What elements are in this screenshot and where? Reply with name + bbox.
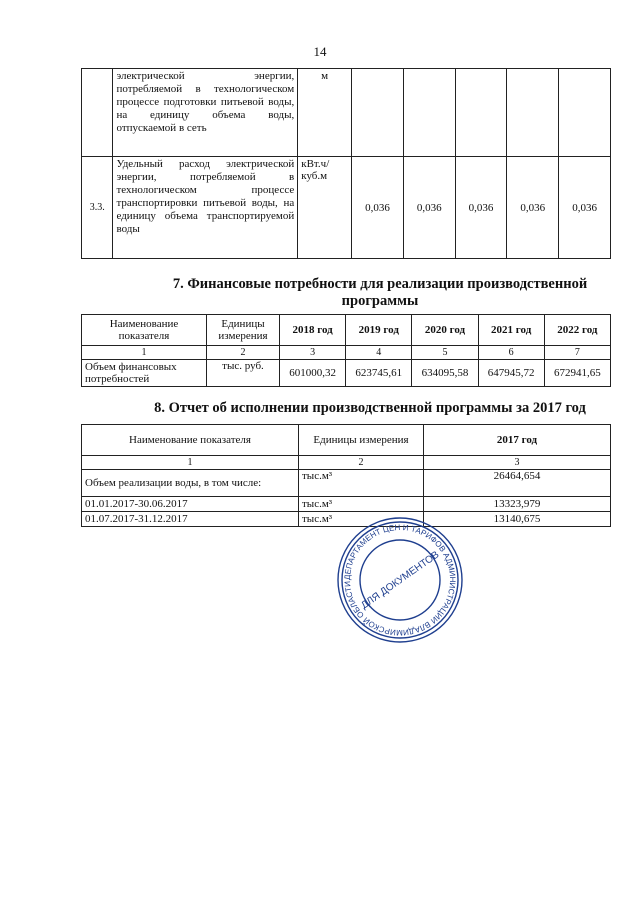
value-cell: 623745,61 bbox=[346, 360, 412, 387]
index-row bbox=[82, 346, 611, 360]
indicators-table-continued bbox=[81, 68, 611, 259]
value-cell bbox=[507, 69, 559, 157]
index-row bbox=[82, 456, 611, 470]
column-header: 2020 год bbox=[412, 315, 478, 346]
table-row bbox=[82, 497, 611, 512]
indicator-name: электрической энергии, потребляемой в технологическом процессе подготовки питьевой воды, на единицу объема воды, отпускаемой в сеть bbox=[113, 69, 298, 157]
indicator-name: Объем финансовых потребностей bbox=[82, 360, 207, 387]
column-index: 4 bbox=[346, 346, 412, 360]
table-row bbox=[82, 69, 611, 157]
value-cell: 647945,72 bbox=[478, 360, 544, 387]
value-cell: 13140,675 bbox=[424, 512, 611, 527]
stamp-ring-text: ДЕПАРТАМЕНТ ЦЕН И ТАРИФОВ АДМИНИСТРАЦИИ ВЛАДИМИРСКОЙ ОБЛАСТИ bbox=[342, 522, 458, 638]
column-header: 2019 год bbox=[346, 315, 412, 346]
value-cell: 0,036 bbox=[559, 157, 611, 259]
indicator-unit: тыс.м³ bbox=[299, 512, 424, 527]
column-header: Наименование показателя bbox=[82, 315, 207, 346]
value-cell bbox=[455, 69, 507, 157]
indicator-name: Удельный расход электрической энергии, потребляемой в технологическом процессе транспортировки питьевой воды, на единицу объема транспортируемой воды bbox=[113, 157, 298, 259]
indicator-unit: тыс.м³ bbox=[299, 470, 424, 497]
value-cell: 0,036 bbox=[352, 157, 404, 259]
value-cell: 0,036 bbox=[507, 157, 559, 259]
row-number: 3.3. bbox=[82, 157, 113, 259]
table-row bbox=[82, 470, 611, 497]
indicator-name: 01.07.2017-31.12.2017 bbox=[82, 512, 299, 527]
value-cell bbox=[403, 69, 455, 157]
value-cell bbox=[352, 69, 404, 157]
column-header: 2021 год bbox=[478, 315, 544, 346]
official-stamp bbox=[335, 515, 465, 645]
value-cell bbox=[559, 69, 611, 157]
value-cell: 601000,32 bbox=[280, 360, 346, 387]
column-header: 2017 год bbox=[424, 425, 611, 456]
section-8-title: 8. Отчет об исполнении производственной программы за 2017 год bbox=[154, 400, 586, 416]
stamp-center-text: ДЛЯ ДОКУМЕНТОВ bbox=[359, 549, 442, 612]
row-number bbox=[82, 69, 113, 157]
column-header: Наименование показателя bbox=[82, 425, 299, 456]
indicator-unit: м bbox=[298, 69, 352, 157]
indicator-name: 01.01.2017-30.06.2017 bbox=[82, 497, 299, 512]
header-row bbox=[82, 425, 611, 456]
page-number: 14 bbox=[313, 44, 327, 59]
value-cell: 13323,979 bbox=[424, 497, 611, 512]
column-index: 5 bbox=[412, 346, 478, 360]
indicator-unit: тыс.м³ bbox=[299, 497, 424, 512]
indicator-name: Объем реализации воды, в том числе: bbox=[82, 470, 299, 497]
column-header: Единицы измерения bbox=[207, 315, 280, 346]
value-cell: 26464,654 bbox=[424, 470, 611, 497]
indicator-unit: кВт.ч/куб.м bbox=[298, 157, 352, 259]
column-index: 2 bbox=[207, 346, 280, 360]
column-index: 7 bbox=[544, 346, 610, 360]
column-index: 1 bbox=[82, 346, 207, 360]
column-header: Единицы измерения bbox=[299, 425, 424, 456]
table-row bbox=[82, 157, 611, 259]
header-row bbox=[82, 315, 611, 346]
program-report-table bbox=[81, 424, 611, 527]
column-index: 3 bbox=[280, 346, 346, 360]
value-cell: 672941,65 bbox=[544, 360, 610, 387]
column-header: 2018 год bbox=[280, 315, 346, 346]
table-row bbox=[82, 360, 611, 387]
value-cell: 0,036 bbox=[403, 157, 455, 259]
column-index: 3 bbox=[424, 456, 611, 470]
column-index: 1 bbox=[82, 456, 299, 470]
column-header: 2022 год bbox=[544, 315, 610, 346]
section-7-title: 7. Финансовые потребности для реализации производственной программы bbox=[172, 276, 588, 309]
column-index: 6 bbox=[478, 346, 544, 360]
value-cell: 634095,58 bbox=[412, 360, 478, 387]
value-cell: 0,036 bbox=[455, 157, 507, 259]
financial-needs-table bbox=[81, 314, 611, 387]
column-index: 2 bbox=[299, 456, 424, 470]
indicator-unit: тыс. руб. bbox=[207, 360, 280, 387]
